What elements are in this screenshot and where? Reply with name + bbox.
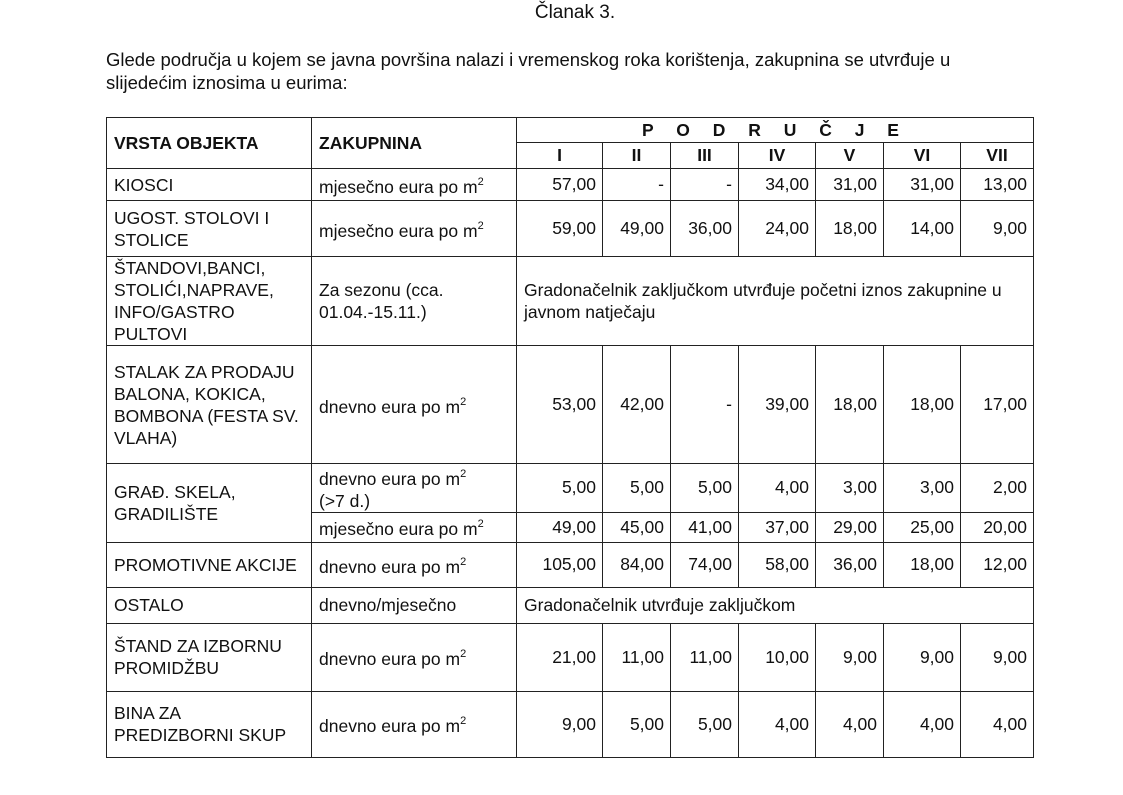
value-cell: - [671, 346, 739, 464]
merged-note-cell: Gradonačelnik utvrđuje zaključkom [517, 587, 1034, 623]
object-cell: UGOST. STOLOVI I STOLICE [107, 201, 312, 257]
value-cell: 5,00 [517, 464, 603, 513]
value-cell: 5,00 [671, 464, 739, 513]
value-cell: 24,00 [739, 201, 816, 257]
table-row [107, 587, 1034, 623]
value-cell: 4,00 [884, 691, 961, 757]
object-cell: KIOSCI [107, 169, 312, 201]
value-cell: 3,00 [884, 464, 961, 513]
area-header: III [671, 143, 739, 169]
value-cell: 39,00 [739, 346, 816, 464]
rent-cell: dnevno eura po $m^2$ [312, 691, 517, 757]
rent-cell: dnevno eura po $m^2$ (>7 d.) [312, 464, 517, 513]
value-cell: - [603, 169, 671, 201]
value-cell: 36,00 [671, 201, 739, 257]
value-cell: 53,00 [517, 346, 603, 464]
value-cell: 2,00 [961, 464, 1034, 513]
value-cell: 59,00 [517, 201, 603, 257]
value-cell: 17,00 [961, 346, 1034, 464]
value-cell: 14,00 [884, 201, 961, 257]
table-row [107, 542, 1034, 587]
value-cell: 20,00 [961, 512, 1034, 542]
value-cell: 18,00 [816, 201, 884, 257]
value-cell: 42,00 [603, 346, 671, 464]
value-cell: 4,00 [739, 464, 816, 513]
value-cell: 49,00 [517, 512, 603, 542]
rent-cell: dnevno eura po $m^2$ [312, 346, 517, 464]
value-cell: 49,00 [603, 201, 671, 257]
area-header: IV [739, 143, 816, 169]
value-cell: - [671, 169, 739, 201]
rent-table [106, 117, 1034, 758]
table-row [107, 623, 1034, 691]
value-cell: 25,00 [884, 512, 961, 542]
header-rent: ZAKUPNINA [312, 118, 517, 169]
value-cell: 5,00 [671, 691, 739, 757]
value-cell: 4,00 [816, 691, 884, 757]
table-row [107, 464, 1034, 513]
rent-cell: Za sezonu (cca. 01.04.-15.11.) [312, 257, 517, 346]
value-cell: 18,00 [816, 346, 884, 464]
value-cell: 105,00 [517, 542, 603, 587]
value-cell: 84,00 [603, 542, 671, 587]
value-cell: 36,00 [816, 542, 884, 587]
value-cell: 57,00 [517, 169, 603, 201]
value-cell: 18,00 [884, 542, 961, 587]
value-cell: 10,00 [739, 623, 816, 691]
area-header: V [816, 143, 884, 169]
area-header: VII [961, 143, 1034, 169]
table-row [107, 201, 1034, 257]
rent-cell: mjesečno eura po $m^2$ [312, 169, 517, 201]
value-cell: 9,00 [816, 623, 884, 691]
intro-paragraph: Glede područja u kojem se javna površina nalazi i vremenskog roka korištenja, zakupnina se utvrđuje u slijedećim iznosima u eurima: [106, 49, 951, 93]
header-object-type: VRSTA OBJEKTA [107, 118, 312, 169]
value-cell: 12,00 [961, 542, 1034, 587]
value-cell: 31,00 [884, 169, 961, 201]
object-cell: PROMOTIVNE AKCIJE [107, 542, 312, 587]
value-cell: 5,00 [603, 464, 671, 513]
value-cell: 11,00 [603, 623, 671, 691]
value-cell: 74,00 [671, 542, 739, 587]
object-cell: GRAĐ. SKELA, GRADILIŠTE [107, 464, 312, 543]
table-row [107, 257, 1034, 346]
value-cell: 13,00 [961, 169, 1034, 201]
value-cell: 4,00 [961, 691, 1034, 757]
article-title: Članak 3. [534, 2, 616, 23]
rent-cell: dnevno/mjesečno [312, 587, 517, 623]
value-cell: 11,00 [671, 623, 739, 691]
value-cell: 31,00 [816, 169, 884, 201]
value-cell: 58,00 [739, 542, 816, 587]
area-header: VI [884, 143, 961, 169]
value-cell: 18,00 [884, 346, 961, 464]
object-cell: ŠTAND ZA IZBORNU PROMIDŽBU [107, 623, 312, 691]
object-cell: ŠTANDOVI,BANCI, STOLIĆI,NAPRAVE, INFO/GASTRO PULTOVI [107, 257, 312, 346]
value-cell: 37,00 [739, 512, 816, 542]
rent-cell: mjesečno eura po $m^2$ [312, 201, 517, 257]
area-header: I [517, 143, 603, 169]
rent-cell: mjesečno eura po $m^2$ [312, 512, 517, 542]
merged-note-cell: Gradonačelnik zaključkom utvrđuje početni iznos zakupnine u javnom natječaju [517, 257, 1034, 346]
value-cell: 5,00 [603, 691, 671, 757]
value-cell: 4,00 [739, 691, 816, 757]
value-cell: 29,00 [816, 512, 884, 542]
object-cell: STALAK ZA PRODAJU BALONA, KOKICA, BOMBONA (FESTA SV. VLAHA) [107, 346, 312, 464]
value-cell: 9,00 [517, 691, 603, 757]
table-row [107, 169, 1034, 201]
area-header: II [603, 143, 671, 169]
value-cell: 9,00 [961, 623, 1034, 691]
value-cell: 45,00 [603, 512, 671, 542]
rent-cell: dnevno eura po $m^2$ [312, 623, 517, 691]
header-areas: P O D R U Č J E [517, 118, 1034, 143]
value-cell: 9,00 [961, 201, 1034, 257]
table-row [107, 346, 1034, 464]
value-cell: 21,00 [517, 623, 603, 691]
value-cell: 41,00 [671, 512, 739, 542]
value-cell: 3,00 [816, 464, 884, 513]
table-row [107, 691, 1034, 757]
object-cell: BINA ZA PREDIZBORNI SKUP [107, 691, 312, 757]
rent-cell: dnevno eura po $m^2$ [312, 542, 517, 587]
object-cell: OSTALO [107, 587, 312, 623]
value-cell: 9,00 [884, 623, 961, 691]
value-cell: 34,00 [739, 169, 816, 201]
